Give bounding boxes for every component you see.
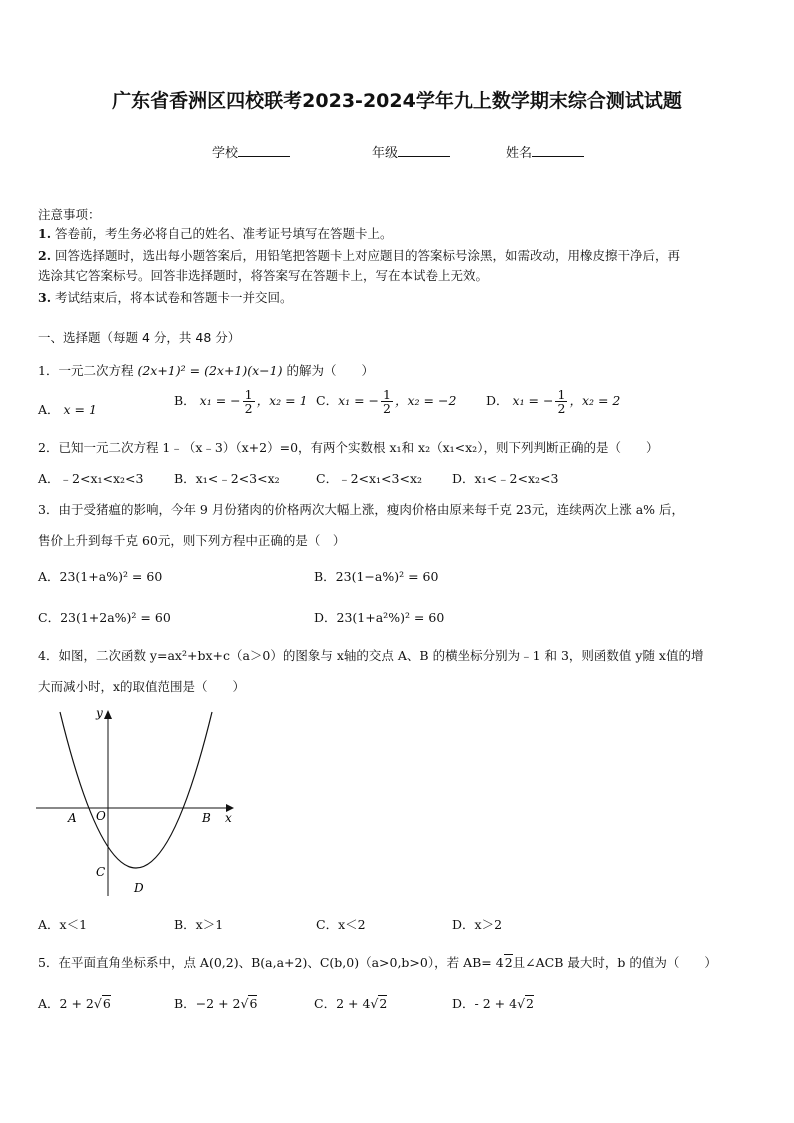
note-item: 3. 考试结束后，将本试卷和答题卡一并交回。 bbox=[38, 290, 293, 305]
note-item: 选涂其它答案标号。回答非选择题时，将答案写在答题卡上，写在本试卷上无效。 bbox=[38, 268, 489, 283]
question-1-stem: 1．一元二次方程 (2x+1)² = (2x+1)(x−1) 的解为（ ） bbox=[38, 363, 374, 378]
section-header: 一、选择题（每题 4 分，共 48 分） bbox=[38, 330, 241, 345]
grade-field bbox=[372, 142, 450, 161]
q4-option-c[interactable]: C．x＜2 bbox=[316, 917, 366, 932]
grade-label: 年级 bbox=[372, 146, 399, 161]
question-5-stem: 5．在平面直角坐标系中，点 A(0,2)、B(a,a+2)、C(b,0)（a>0,b>0），若 AB= 42且∠ACB 最大时，b 的值为（ ） bbox=[38, 955, 717, 970]
q5-option-d[interactable]: D．- 2 + 4√2 bbox=[452, 996, 534, 1011]
q2-option-a[interactable]: A．﹣2<x₁<x₂<3 bbox=[38, 471, 144, 486]
q3-option-a[interactable]: A．23(1+a%)² = 60 bbox=[38, 569, 163, 584]
point-a-label: A bbox=[68, 811, 77, 825]
question-4-stem-line2: 大而减小时，x的取值范围是（ ） bbox=[38, 679, 246, 694]
school-label: 学校 bbox=[212, 146, 239, 161]
grade-blank[interactable] bbox=[398, 144, 450, 157]
parabola-curve bbox=[60, 712, 212, 868]
point-c-label: C bbox=[96, 865, 106, 879]
school-field bbox=[212, 142, 290, 161]
y-axis-label: y bbox=[96, 706, 103, 720]
x-axis-label: x bbox=[225, 811, 232, 825]
point-d-label: D bbox=[134, 881, 144, 895]
sqrt-icon: √ bbox=[240, 996, 249, 1011]
q4-option-a[interactable]: A．x＜1 bbox=[38, 917, 88, 932]
name-blank[interactable] bbox=[532, 144, 584, 157]
y-axis-arrow-icon bbox=[104, 710, 112, 719]
q5-option-b[interactable]: B．−2 + 2√6 bbox=[174, 996, 258, 1011]
point-b-label: B bbox=[202, 811, 211, 825]
q4-option-b[interactable]: B．x＞1 bbox=[174, 917, 224, 932]
q1-option-b[interactable]: B． x₁ = − $\frac{1}{2}$ ，x₂ = 1 bbox=[174, 387, 308, 417]
name-field bbox=[506, 142, 584, 161]
school-blank[interactable] bbox=[238, 144, 290, 157]
origin-label: O bbox=[96, 809, 106, 823]
note-item: 2. 回答选择题时，选出每小题答案后，用铅笔把答题卡上对应题目的答案标号涂黑，如需改动，用橡皮擦干净后，再 bbox=[38, 248, 681, 263]
page-title: 广东省香洲区四校联考2023-2024学年九上数学期末综合测试试题 bbox=[112, 90, 682, 112]
q2-option-b[interactable]: B．x₁<﹣2<3<x₂ bbox=[174, 471, 280, 486]
q1-option-c[interactable]: C．x₁ = − $\frac{1}{2}$ ，x₂ = −2 bbox=[316, 387, 457, 417]
question-2-stem: 2．已知一元二次方程 1﹣（x﹣3）（x+2）=0，有两个实数根 x₁和 x₂（x₁<x₂），则下列判断正确的是（ ） bbox=[38, 440, 659, 455]
q1-option-d[interactable]: D． x₁ = − $\frac{1}{2}$ ，x₂ = 2 bbox=[486, 387, 621, 417]
q1-option-a[interactable]: A． x = 1 bbox=[38, 402, 97, 417]
sqrt-icon: √ bbox=[370, 996, 379, 1011]
notes-header: 注意事项： bbox=[38, 207, 101, 222]
question-3-stem-line2: 售价上升到每千克 60元，则下列方程中正确的是（ ） bbox=[38, 533, 346, 548]
question-4-stem-line1: 4．如图，二次函数 y=ax²+bx+c（a＞0）的图象与 x轴的交点 A、B 的横坐标分别为﹣1 和 3，则函数值 y随 x值的增 bbox=[38, 648, 704, 663]
q2-option-d[interactable]: D．x₁<﹣2<x₂<3 bbox=[452, 471, 559, 486]
q3-option-b[interactable]: B．23(1−a%)² = 60 bbox=[314, 569, 439, 584]
q3-option-d[interactable]: D．23(1+a²%)² = 60 bbox=[314, 610, 445, 625]
q3-option-c[interactable]: C．23(1+2a%)² = 60 bbox=[38, 610, 171, 625]
q4-option-d[interactable]: D．x＞2 bbox=[452, 917, 503, 932]
q5-option-a[interactable]: A．2 + 2√6 bbox=[38, 996, 111, 1011]
q5-option-c[interactable]: C．2 + 4√2 bbox=[314, 996, 388, 1011]
name-label: 姓名 bbox=[506, 146, 533, 161]
note-item: 1. 答卷前，考生务必将自己的姓名、准考证号填写在答题卡上。 bbox=[38, 226, 393, 241]
question-3-stem-line1: 3．由于受猪瘟的影响，今年 9 月份猪肉的价格两次大幅上涨，瘦肉价格由原来每千克 23元，连续两次上涨 a% 后， bbox=[38, 502, 685, 517]
sqrt-icon: √ bbox=[517, 996, 526, 1011]
sqrt-icon: √ bbox=[93, 996, 102, 1011]
q2-option-c[interactable]: C．﹣2<x₁<3<x₂ bbox=[316, 471, 423, 486]
parabola-graph bbox=[34, 702, 240, 898]
